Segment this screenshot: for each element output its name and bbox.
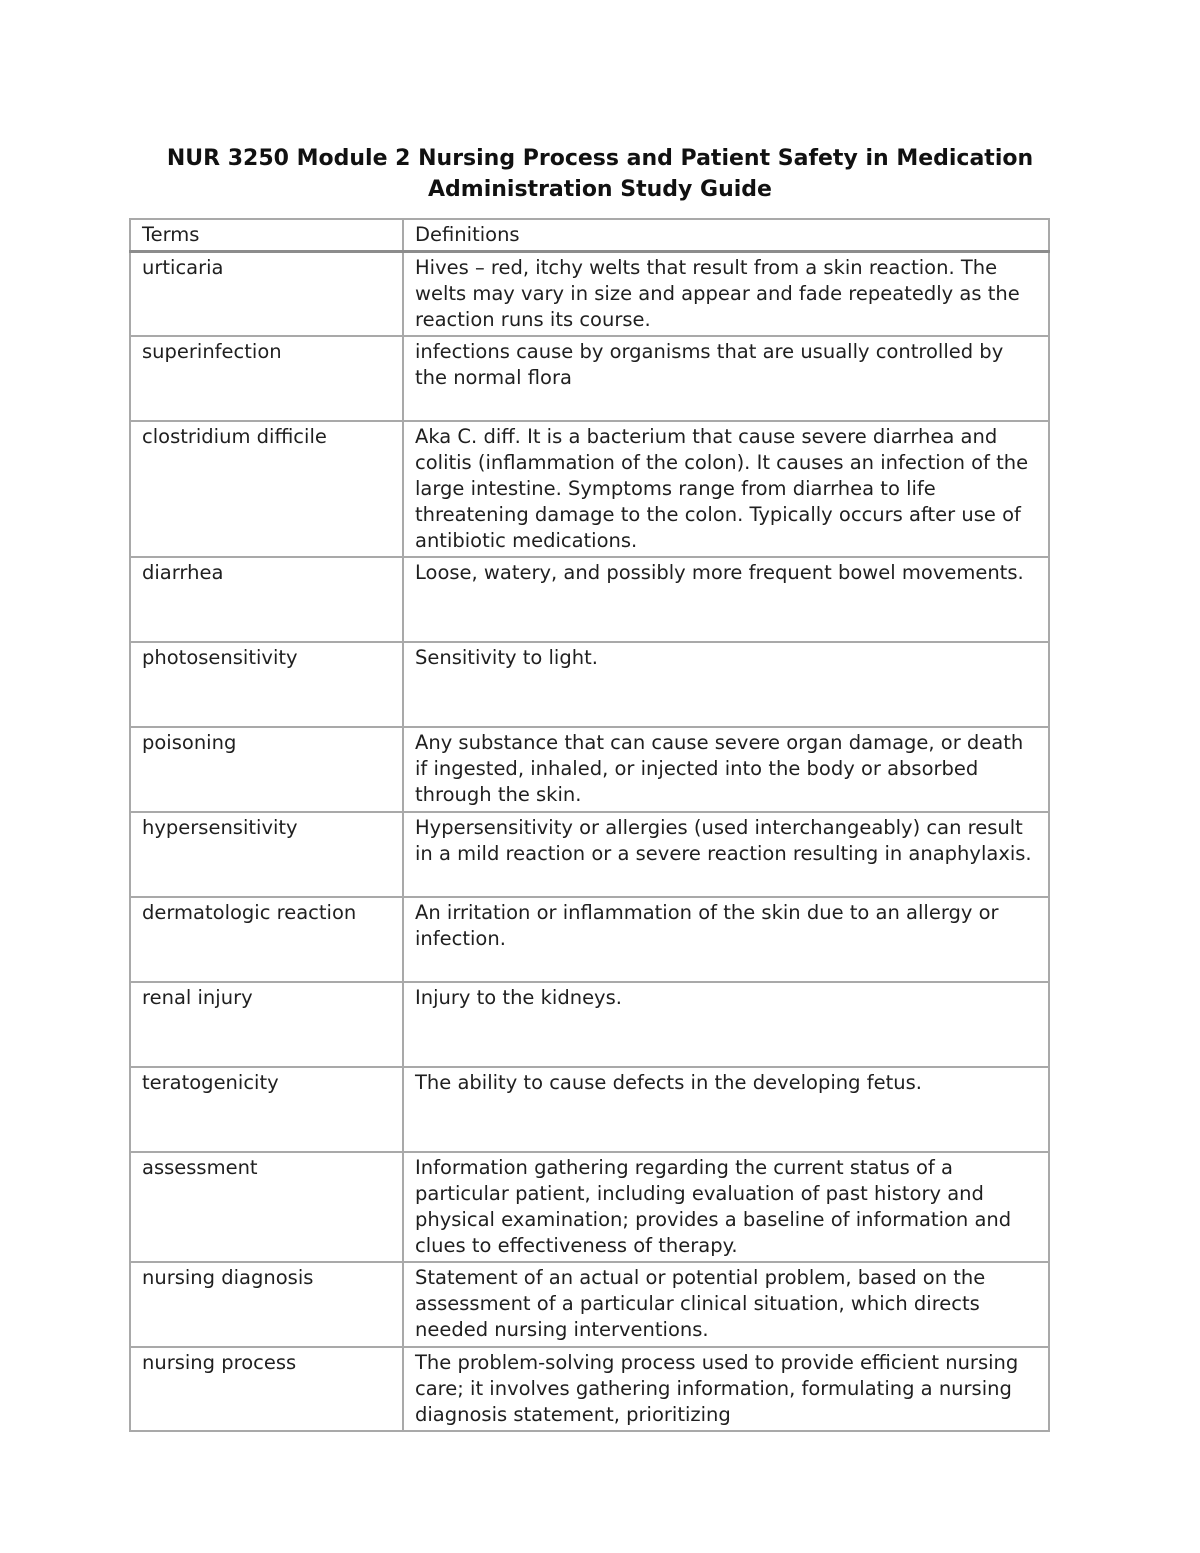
page-title (130, 143, 1070, 205)
definition-cell: Any substance that can cause severe organ damage, or death if ingested, inhaled, or injected into the body or absorbed through the skin. (403, 727, 1049, 812)
table-header-row (130, 219, 1049, 252)
term-cell: poisoning (130, 727, 403, 812)
term-cell: renal injury (130, 982, 403, 1067)
term-cell: diarrhea (130, 557, 403, 642)
term-cell: nursing process (130, 1347, 403, 1431)
table-row (130, 727, 1049, 812)
table-row (130, 1347, 1049, 1431)
table-row (130, 812, 1049, 897)
page-title-line-2: Administration Study Guide (428, 177, 772, 202)
table-row (130, 421, 1049, 557)
page-title-line-1: NUR 3250 Module 2 Nursing Process and Patient Safety in Medication (166, 146, 1034, 171)
term-cell: teratogenicity (130, 1067, 403, 1152)
definition-cell: Statement of an actual or potential problem, based on the assessment of a particular clinical situation, which directs needed nursing interventions. (403, 1262, 1049, 1347)
definition-cell: Sensitivity to light. (403, 642, 1049, 727)
definition-cell: infections cause by organisms that are usually controlled by the normal flora (403, 336, 1049, 421)
term-cell: clostridium difficile (130, 421, 403, 557)
table-row (130, 1262, 1049, 1347)
term-cell: superinfection (130, 336, 403, 421)
column-header-terms: Terms (130, 219, 403, 252)
definition-cell: Hives – red, itchy welts that result from a skin reaction. The welts may vary in size and appear and fade repeatedly as the reaction runs its course. (403, 252, 1049, 337)
definition-cell: Hypersensitivity or allergies (used interchangeably) can result in a mild reaction or a severe reaction resulting in anaphylaxis. (403, 812, 1049, 897)
table-row (130, 897, 1049, 982)
definition-cell: Aka C. diff. It is a bacterium that cause severe diarrhea and colitis (inflammation of the colon). It causes an infection of the large intestine. Symptoms range from diarrhea to life threatening damage to the colon. Typically occurs after use of antibiotic medications. (403, 421, 1049, 557)
term-cell: photosensitivity (130, 642, 403, 727)
definition-cell: The ability to cause defects in the developing fetus. (403, 1067, 1049, 1152)
term-cell: assessment (130, 1152, 403, 1262)
column-header-definitions: Definitions (403, 219, 1049, 252)
table-row (130, 1152, 1049, 1262)
definition-cell: Information gathering regarding the current status of a particular patient, including evaluation of past history and physical examination; provides a baseline of information and clues to effectiveness of therapy. (403, 1152, 1049, 1262)
term-cell: hypersensitivity (130, 812, 403, 897)
table-row (130, 982, 1049, 1067)
term-cell: nursing diagnosis (130, 1262, 403, 1347)
glossary-table (129, 218, 1050, 1432)
table-row (130, 336, 1049, 421)
table-row (130, 642, 1049, 727)
table-row (130, 1067, 1049, 1152)
definition-cell: An irritation or inflammation of the skin due to an allergy or infection. (403, 897, 1049, 982)
definition-cell: Loose, watery, and possibly more frequent bowel movements. (403, 557, 1049, 642)
definition-cell: Injury to the kidneys. (403, 982, 1049, 1067)
definition-cell: The problem-solving process used to provide efficient nursing care; it involves gathering information, formulating a nursing diagnosis statement, prioritizing (403, 1347, 1049, 1431)
table-row (130, 557, 1049, 642)
term-cell: dermatologic reaction (130, 897, 403, 982)
term-cell: urticaria (130, 252, 403, 337)
table-row (130, 252, 1049, 337)
